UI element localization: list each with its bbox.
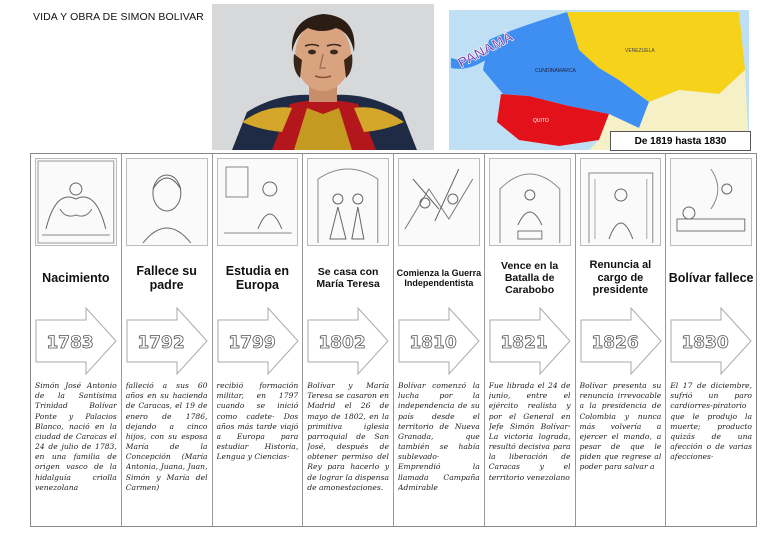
year-arrow (669, 306, 753, 376)
bolivar-portrait-image (212, 4, 434, 150)
year-arrow (125, 306, 209, 376)
event-description: Bolívar presenta su renuncia irrevocable a la presidencia de Colombia y nunca más volvería a ejercer el mando, a pesar de que le piden que regrese al poder para salvar a (579, 381, 662, 472)
event-year: 1810 (409, 333, 457, 353)
timeline-column-resignation (576, 154, 667, 526)
timeline-column-father-dies (122, 154, 213, 526)
timeline-column-studies-europe (213, 154, 304, 526)
event-heading: Estudia en Europa (225, 263, 289, 292)
resignation-illustration (580, 158, 662, 246)
deathbed-illustration (670, 158, 752, 246)
event-heading: Se casa con María Teresa (316, 265, 380, 290)
year-arrow (488, 306, 572, 376)
study-illustration (217, 158, 299, 246)
map-label-venezuela: VENEZUELA (625, 48, 655, 54)
event-description: Bolívar y María Teresa se casaron en Madrid el 26 de mayo de 1802, en la primitiva iglesia parroquial de San José, después de obtener permiso del Rey para hacerlo y de lograr la dispensa de amonestaciones. (307, 381, 389, 492)
timeline-column-birth (31, 154, 122, 526)
event-heading: Bolívar fallece (668, 270, 754, 285)
timeline-strip (30, 153, 757, 527)
carabobo-illustration (489, 158, 571, 246)
event-heading: Vence en la Batalla de Carabobo (501, 259, 559, 297)
event-description: Fue librada el 24 de junio, entre el ejército realista y por el General en Jefe Simón Bolívar· La victoria lograda, resultó decisiva para la liberación de Caracas y el territorio venezolano (488, 381, 571, 482)
map-label-quito: QUITO (533, 118, 549, 124)
event-description: Bolívar comenzó la lucha por la independencia de su país desde el territorio de Nueva Granada, que también se había sublevado· Emprendió la llamada Campaña Admirable (398, 381, 480, 492)
event-year: 1826 (590, 333, 639, 353)
year-arrow (216, 306, 300, 376)
event-heading: Fallece su padre (136, 263, 197, 292)
map-label-panama: PANAMÁ (454, 28, 516, 71)
battle-illustration (398, 158, 480, 246)
timeline-column-war-begins (394, 154, 485, 526)
gran-colombia-map (449, 10, 749, 150)
event-year: 1783 (46, 333, 94, 353)
father-illustration (126, 158, 208, 246)
timeline-column-marriage (303, 154, 394, 526)
event-year: 1821 (500, 333, 548, 353)
event-heading: Nacimiento (42, 270, 110, 285)
event-description: falleció a sus 60 años en su hacienda de Caracas, el 19 de enero de 1786, dejando a cinco hijos, con su esposa María de la Concepción (María Antonia, Juana, Juan, Simón y María del Carmen) (125, 381, 208, 492)
event-heading: Comienza la Guerra Independentista (396, 267, 482, 288)
event-year: 1792 (137, 333, 185, 353)
page-title: VIDA Y OBRA DE SIMON BOLIVAR (33, 11, 204, 23)
wedding-illustration (307, 158, 389, 246)
event-heading: Renuncia al cargo de presidente (589, 259, 652, 297)
birth-illustration (35, 158, 117, 246)
event-description: Simón José Antonio de la Santísima Trinidad Bolívar Ponte y Palacios Blanco, nació en la ciudad de Caracas el 24 de julio de 1783, en una familia de origen vasco de la hidalguía criolla venezolana (35, 381, 117, 492)
year-arrow (306, 306, 390, 376)
event-description: El 17 de diciembre, sufrió un paro cardiorres-piratorio que le produjo la muerte; producto quizás de una afección o de varias afecciones· (670, 381, 752, 462)
timeline-column-carabobo (485, 154, 576, 526)
year-arrow (397, 306, 481, 376)
event-year: 1830 (681, 333, 729, 353)
map-date-caption: De 1819 hasta 1830 (610, 131, 751, 151)
event-year: 1799 (227, 333, 276, 353)
event-year: 1802 (318, 333, 366, 353)
year-arrow (579, 306, 663, 376)
map-label-cundinamarca: CUNDINAMARCA (535, 68, 576, 74)
year-arrow (34, 306, 118, 376)
timeline-column-death (666, 154, 756, 526)
event-description: recibió formación militar, en 1797 cuando se inició como cadete· Dos años más tarde viajó a Europa para estudiar Historia, Lengua y Ciencias· (216, 381, 299, 462)
